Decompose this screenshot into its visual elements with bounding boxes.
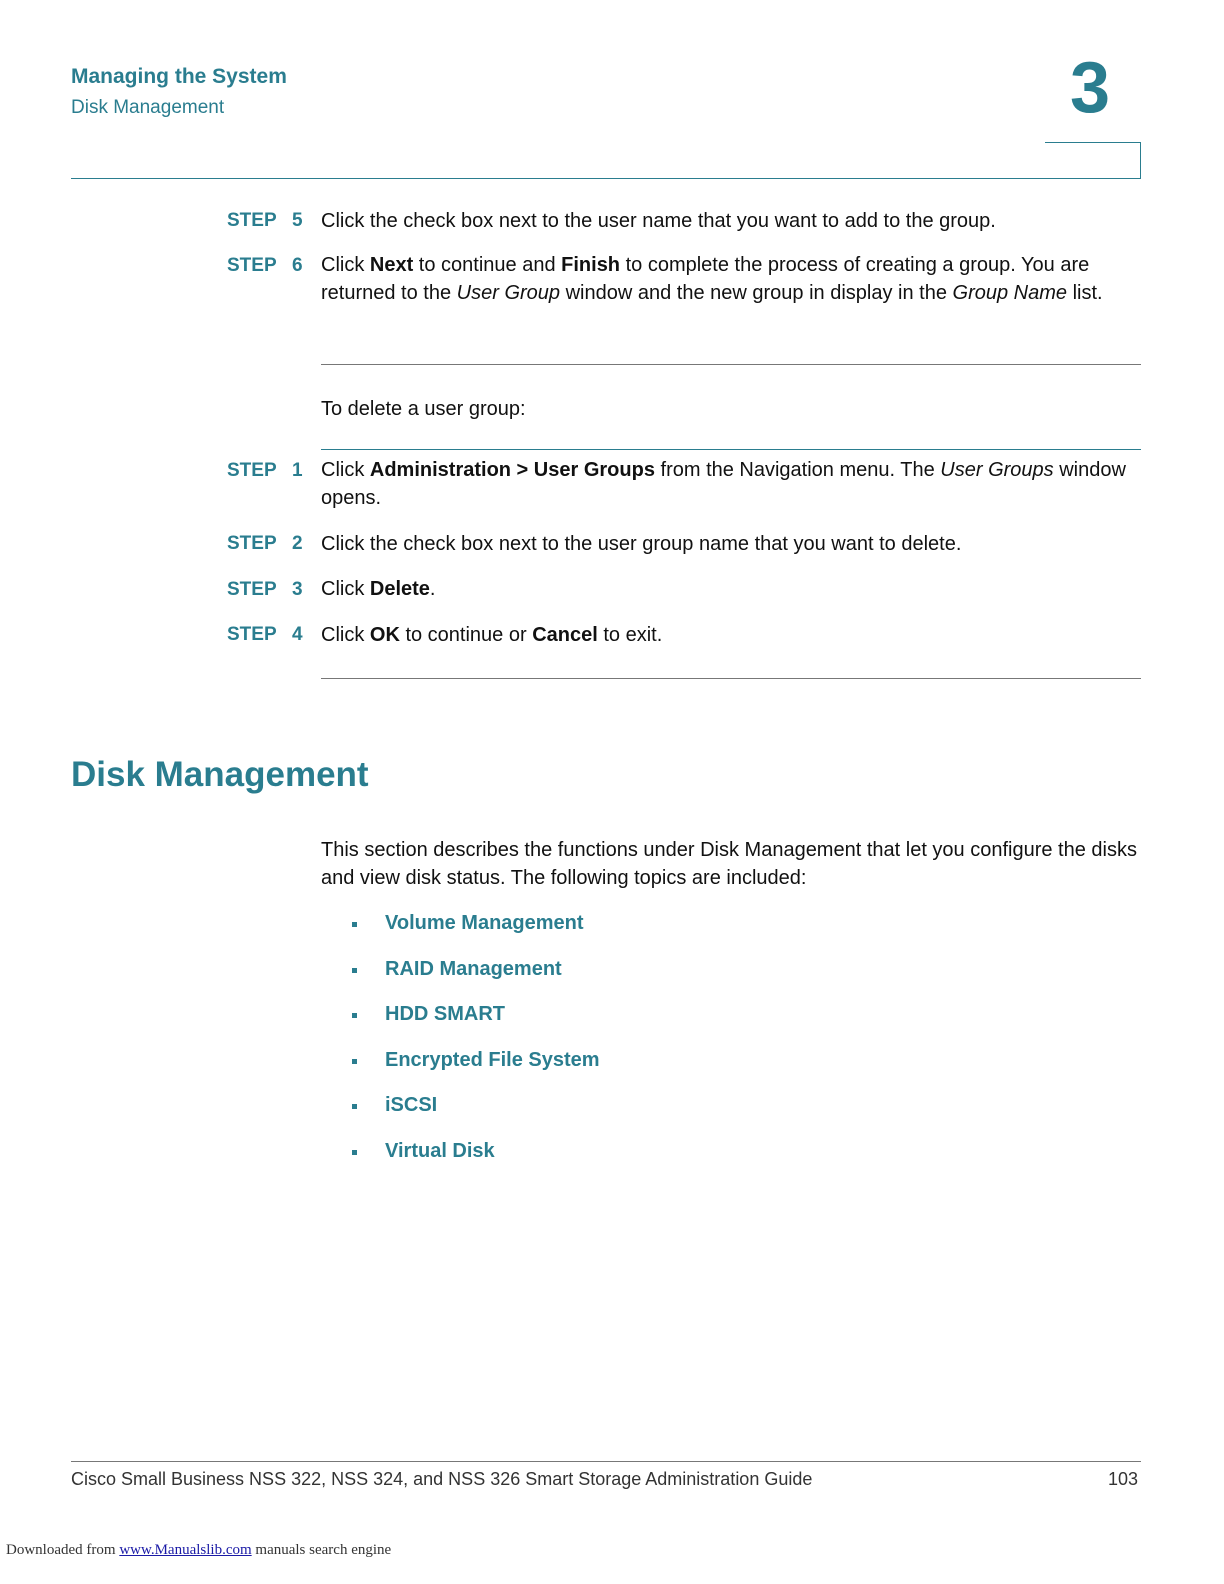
text-run: Click the check box next to the user name that you want to add to the group. (321, 210, 996, 232)
bold-term: Administration > User Groups (369, 459, 655, 481)
step-label: STEP (227, 579, 277, 600)
text-run: list. (1067, 282, 1103, 304)
step-5-text (321, 207, 1141, 235)
step-number: 6 (292, 255, 303, 276)
text-run: to exit. (597, 624, 663, 646)
manualslib-link[interactable]: www.Manualslib.com (119, 1542, 252, 1558)
disk-management-heading: Disk Management (71, 755, 369, 794)
bullet-icon (352, 922, 357, 927)
step-label: STEP (227, 255, 277, 276)
bullet-icon (352, 1104, 357, 1109)
step-4-text (321, 621, 1141, 649)
list-item (352, 1092, 600, 1138)
topic-link-virtual-disk[interactable]: Virtual Disk (385, 1139, 495, 1162)
text-run: to continue or (399, 624, 533, 646)
divider (321, 364, 1141, 365)
section-title: Managing the System (71, 65, 287, 88)
bullet-icon (352, 1059, 357, 1064)
text-run: Click (321, 459, 370, 481)
bold-term: OK (369, 624, 400, 646)
page-number: 103 (1108, 1469, 1139, 1489)
chapter-tab-frame (1045, 142, 1141, 178)
divider (321, 678, 1141, 679)
text-run: from the Navigation menu. The (654, 459, 941, 481)
text-run: to continue and (413, 254, 562, 276)
topic-link-iscsi[interactable]: iSCSI (385, 1094, 438, 1117)
bullet-icon (352, 1150, 357, 1155)
list-item (352, 956, 600, 1002)
list-item (352, 1138, 600, 1184)
step-1-text (321, 456, 1141, 512)
italic-term: User Groups (940, 459, 1054, 481)
step-6-text (321, 251, 1141, 307)
bullet-icon (352, 968, 357, 973)
list-item (352, 1047, 600, 1093)
italic-term: Group Name (952, 282, 1068, 304)
footer-rule (71, 1461, 1141, 1462)
text-run: Click (321, 254, 370, 276)
step-3-text (321, 575, 1141, 603)
topic-list (352, 910, 600, 1184)
text-run: Click the check box next to the user group name that you want to delete. (321, 533, 962, 555)
topic-link-raid-management[interactable]: RAID Management (385, 957, 562, 980)
bold-term: Cancel (532, 624, 598, 646)
topic-link-volume-management[interactable]: Volume Management (385, 912, 584, 934)
step-number: 1 (292, 460, 303, 481)
chapter-number: 3 (1070, 48, 1111, 128)
text-run: Click (321, 624, 370, 646)
italic-term: User Group (456, 282, 561, 304)
step-2-text (321, 530, 1141, 558)
text-run: window opens. (321, 459, 1126, 509)
step-label: STEP (227, 460, 277, 481)
bold-term: Delete (369, 578, 430, 600)
disk-intro: This section describes the functions under Disk Management that let you configure the disks and view disk status. The following topics are included: (321, 839, 1137, 889)
divider (321, 449, 1141, 450)
text-run: Click (321, 578, 370, 600)
download-suffix: manuals search engine (251, 1542, 392, 1558)
footer-title: Cisco Small Business NSS 322, NSS 324, and NSS 326 Smart Storage Administration Guide (71, 1469, 813, 1489)
list-item (352, 910, 600, 956)
text-run: window and the new group in display in the (560, 282, 953, 304)
step-number: 2 (292, 533, 303, 554)
step-number: 5 (292, 210, 303, 231)
header-rule (71, 178, 1141, 179)
download-prefix: Downloaded from (6, 1542, 120, 1558)
topic-link-hdd-smart[interactable]: HDD SMART (385, 1003, 505, 1026)
step-number: 3 (292, 579, 303, 600)
text-run: . (429, 578, 436, 600)
text-run: to complete the process of creating a group. You are returned to the (321, 254, 1090, 304)
step-label: STEP (227, 210, 277, 231)
subsection-title: Disk Management (71, 97, 225, 118)
step-label: STEP (227, 624, 277, 645)
bullet-icon (352, 1013, 357, 1018)
step-number: 4 (292, 624, 303, 645)
step-label: STEP (227, 533, 277, 554)
bold-term: Finish (561, 254, 621, 276)
list-item (352, 1001, 600, 1047)
download-note (6, 1542, 391, 1559)
bold-term: Next (369, 254, 414, 276)
topic-link-encrypted-file-system[interactable]: Encrypted File System (385, 1048, 600, 1071)
delete-intro: To delete a user group: (321, 398, 526, 420)
